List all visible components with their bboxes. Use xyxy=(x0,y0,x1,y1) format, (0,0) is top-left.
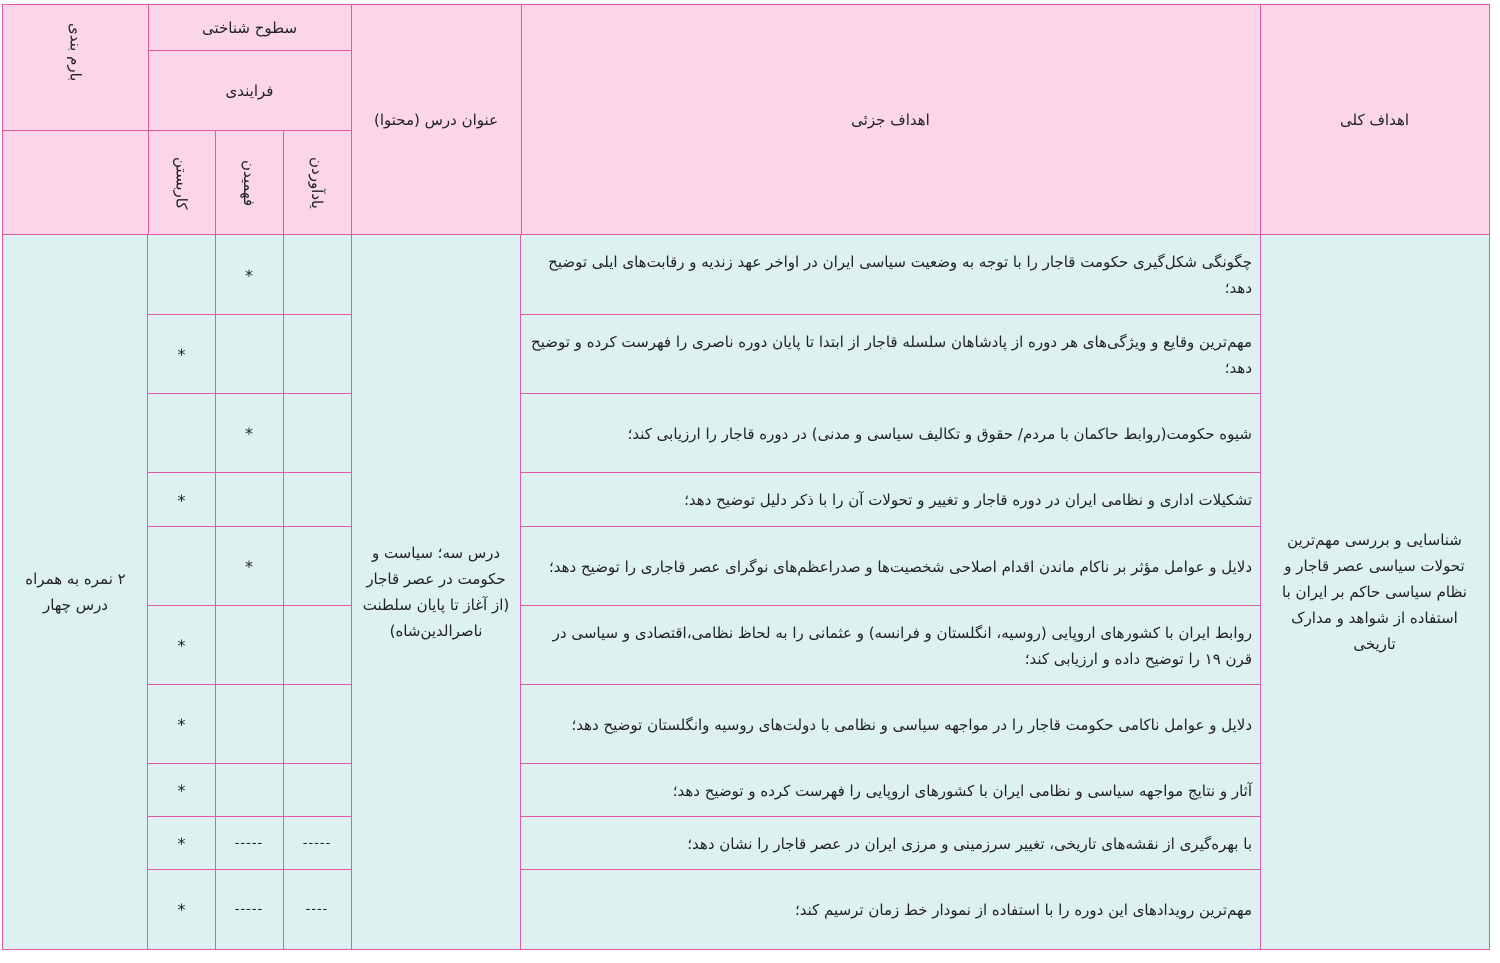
header-specific-goals xyxy=(520,4,1261,236)
specific-goal-row xyxy=(520,234,1261,316)
score-text: ۲ نمره به همراه درس چهار xyxy=(25,570,126,614)
application-cell xyxy=(147,869,216,950)
header-application-label: کاربستن xyxy=(172,156,191,210)
header-process xyxy=(147,50,352,132)
recall-cell xyxy=(282,314,352,395)
understanding-cell xyxy=(214,393,284,474)
application-cell xyxy=(147,314,216,395)
header-recall-label: یادآوردن xyxy=(308,157,326,209)
header-scoring-blank xyxy=(2,130,149,236)
specific-goal-text: روابط ایران با کشورهای اروپایی (روسیه، انگلستان و فرانسه) و عثمانی را به لحاظ نظامی،اقتصادی و سیاسی در قرن ۱۹ را توضیح داده و ارزیابی کند؛ xyxy=(552,623,1252,668)
recall-mark: ---- xyxy=(305,902,329,917)
specific-goal-text: آثار و نتایج مواجهه سیاسی و نظامی ایران با کشورهای اروپایی را فهرست کرده و توضیح دهد؛ xyxy=(672,781,1252,800)
application-cell xyxy=(147,605,216,686)
recall-mark: ----- xyxy=(302,836,332,851)
recall-cell xyxy=(282,234,352,316)
application-cell xyxy=(147,684,216,765)
specific-goal-text: دلایل و عوامل ناکامی حکومت قاجار را در مواجهه سیاسی و نظامی با دولت‌های روسیه وانگلستان توضیح دهد؛ xyxy=(571,715,1252,734)
application-mark: * xyxy=(177,715,186,734)
understanding-cell xyxy=(214,605,284,686)
application-mark: * xyxy=(177,781,186,800)
application-mark: * xyxy=(177,636,186,655)
application-mark: * xyxy=(177,490,186,510)
header-application xyxy=(147,130,216,236)
recall-cell xyxy=(282,605,352,686)
specific-goal-text: تشکیلات اداری و نظامی ایران در دوره قاجار و تغییر و تحولات آن را با ذکر دلیل توضیح دهد؛ xyxy=(684,491,1252,509)
application-mark: * xyxy=(177,345,186,364)
recall-cell xyxy=(282,763,352,818)
understanding-mark: * xyxy=(245,424,253,443)
recall-cell xyxy=(282,684,352,765)
header-lesson-title-label: عنوان درس (محتوا) xyxy=(373,111,499,129)
specific-goal-text: چگونگی شکل‌گیری حکومت قاجار را با توجه به وضعیت سیاسی ایران در اواخر عهد زندیه و رقابت‌های ایلی توضیح دهد؛ xyxy=(548,253,1252,297)
specific-goal-row xyxy=(520,393,1261,474)
recall-cell xyxy=(282,393,352,474)
header-lesson-title xyxy=(350,4,522,236)
specific-goal-text: شیوه حکومت(روابط حاکمان با مردم/ حقوق و تکالیف سیاسی و مدنی) در دوره قاجار را ارزیابی کند؛ xyxy=(627,424,1252,443)
application-cell xyxy=(147,234,216,316)
specific-goal-row xyxy=(520,684,1261,765)
lesson-text: درس سه؛ سیاست و حکومت در عصر قاجار (از آغاز تا پایان سلطنت ناصرالدین‌شاه) xyxy=(362,544,510,640)
understanding-mark: ----- xyxy=(234,902,264,917)
header-cognitive-levels-label: سطوح شناختی xyxy=(201,19,298,37)
specific-goal-text: مهم‌ترین وقایع و ویژگی‌های هر دوره از پادشاهان سلسله قاجار از ابتدا تا پایان دوره ناصری را فهرست کرده و توضیح دهد؛ xyxy=(531,332,1252,377)
understanding-cell xyxy=(214,816,284,871)
header-scoring xyxy=(2,4,149,132)
application-mark: * xyxy=(177,834,186,853)
header-process-label: فرایندی xyxy=(225,82,274,100)
general-goal-cell xyxy=(1259,234,1490,950)
header-understanding-label: فهمیدن xyxy=(240,159,258,207)
recall-cell xyxy=(282,472,352,528)
header-recall xyxy=(282,130,352,236)
recall-cell xyxy=(282,526,352,607)
lesson-cell xyxy=(350,234,522,950)
specific-goal-text: دلایل و عوامل مؤثر بر ناکام ماندن اقدام اصلاحی شخصیت‌ها و صدراعظم‌های نوگرای عصر قاجاری را توضیح دهد؛ xyxy=(548,557,1252,576)
header-cognitive-levels xyxy=(147,4,352,52)
specific-goal-row xyxy=(520,869,1261,950)
understanding-mark: ----- xyxy=(234,836,264,851)
understanding-cell xyxy=(214,234,284,316)
understanding-mark: * xyxy=(245,557,253,576)
specific-goal-row xyxy=(520,314,1261,395)
recall-cell xyxy=(282,816,352,871)
header-general-goals xyxy=(1259,4,1490,236)
understanding-cell xyxy=(214,526,284,607)
specific-goal-row xyxy=(520,472,1261,528)
application-cell xyxy=(147,763,216,818)
specific-goal-row xyxy=(520,605,1261,686)
header-specific-goals-label: اهداف جزئی xyxy=(851,111,930,129)
understanding-cell xyxy=(214,684,284,765)
specific-goal-row xyxy=(520,816,1261,871)
application-cell xyxy=(147,472,216,528)
header-scoring-label: بارم بندی xyxy=(66,23,85,82)
header-general-goals-label: اهداف کلی xyxy=(1339,111,1410,129)
application-cell xyxy=(147,816,216,871)
understanding-cell xyxy=(214,472,284,528)
understanding-cell xyxy=(214,869,284,950)
general-goal-text: شناسایی و بررسی مهم‌ترین تحولات سیاسی عصر قاجار و نظام سیاسی حاکم بر ایران با استفاده از شواهد و مدارک تاریخی xyxy=(1282,531,1467,653)
recall-cell xyxy=(282,869,352,950)
application-mark: * xyxy=(177,900,186,919)
specific-goal-row xyxy=(520,526,1261,607)
application-cell xyxy=(147,393,216,474)
application-cell xyxy=(147,526,216,607)
specific-goal-row xyxy=(520,763,1261,818)
understanding-mark: * xyxy=(245,265,253,285)
header-understanding xyxy=(214,130,284,236)
specific-goal-text: مهم‌ترین رویدادهای این دوره را با استفاده از نمودار خط زمان ترسیم کند؛ xyxy=(794,900,1252,919)
specific-goal-text: با بهره‌گیری از نقشه‌های تاریخی، تغییر سرزمینی و مرزی ایران در عصر قاجار را نشان دهد؛ xyxy=(687,834,1252,853)
score-cell xyxy=(2,234,149,950)
understanding-cell xyxy=(214,314,284,395)
understanding-cell xyxy=(214,763,284,818)
